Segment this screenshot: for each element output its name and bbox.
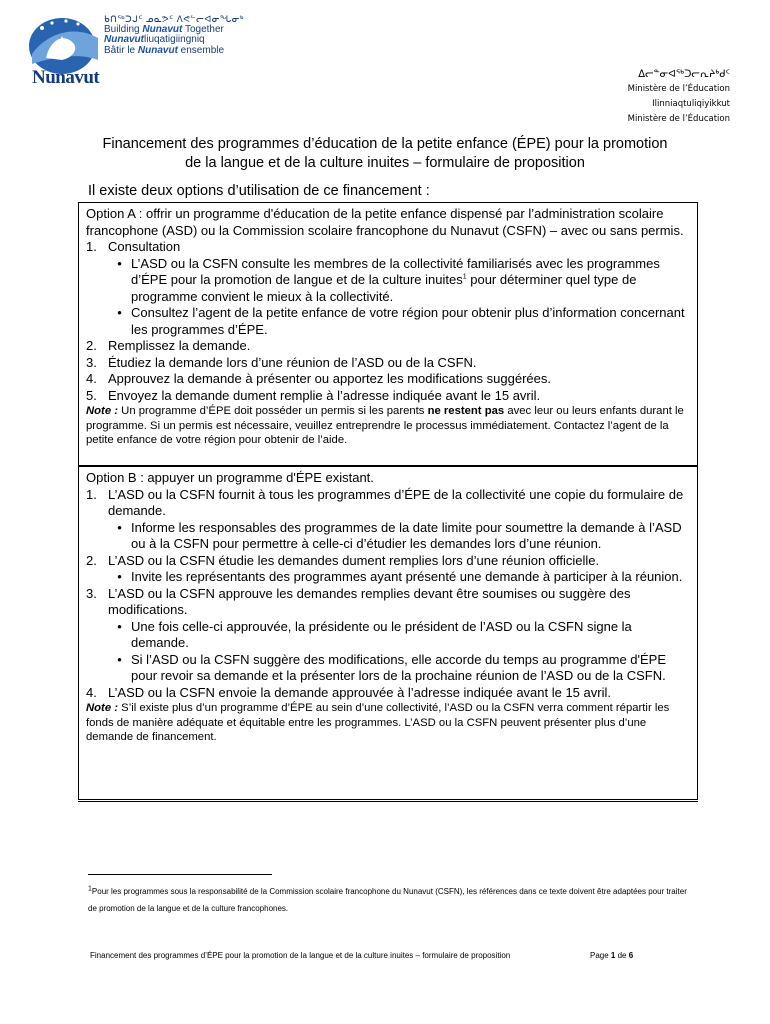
option-b-content [86,470,690,745]
document-title-line-1: Financement des programmes d’éducation de la petite enfance (ÉPE) pour la promotion [102,136,668,152]
step-number: 4. [86,371,97,386]
bullet-text: Une fois celle-ci approuvée, la présidente ou le président de l’ASD ou la CSFN signe la demande. [131,618,632,650]
bullet-icon: • [117,618,122,634]
option-b-heading: Option B : appuyer un programme d'ÉPE existant. [86,470,374,485]
bullet-icon: • [117,569,122,584]
step-text: L’ASD ou la CSFN fournit à tous les programmes d’ÉPE de la collectivité une copie du formulaire de demande. [108,486,684,518]
bullet-icon: • [117,255,122,271]
step-number: 2. [86,338,97,353]
option-a-step-4 [86,371,690,388]
bullet-text: Consultez l’agent de la petite enfance de votre région pour obtenir plus d’information concernant les programmes d’ÉPE. [131,305,685,337]
logo-line-french-pre: Bâtir le [104,44,138,56]
intro-text: Il existe deux options d’utilisation de ce financement : [88,183,430,199]
note-text-post: avec leur ou leurs enfants durant le programme. Si un permis est nécessaire, veuillez entreprendre le processus immédiatement. Contactez l’agent de la petite enfance de votre région pour obtenir de l’aide. [86,405,684,446]
note-label: Note : [86,405,119,417]
footnote-text: Pour les programmes sous la responsabilité de la Commission scolaire francophone du Nunavut (CSFN), les références dans ce texte doivent être adaptées pour traiter de promotion de la langue et de la culture francophones. [88,887,687,913]
option-a-bullet-2 [86,305,690,338]
page-footer [90,951,690,960]
bullet-text: Invite les représentants des programmes ayant présenté une demande à participer à la réunion. [131,569,683,584]
step-text: Consultation [108,239,181,254]
step-text: L’ASD ou la CSFN étudie les demandes dument remplies lors d’une réunion officielle. [108,552,600,568]
page-current: 1 [610,951,616,960]
option-a-heading: Option A : offrir un programme d'éducation de la petite enfance dispensé par l’administration scolaire francophone (ASD) ou la Commission scolaire francophone du Nunavut (CSFN) – avec ou sans permis. [86,206,684,238]
option-b-note [86,701,690,745]
option-a-bullet-1 [86,256,690,306]
document-title [70,135,700,173]
page-number [590,951,633,960]
option-a-step-3 [86,355,690,372]
step-number: 3. [86,585,97,601]
logo-line-inuinnaqtun-brand: Nunavut [104,34,144,45]
ministry-line-2: Ilinniaqtuliqiyikkut [652,99,730,109]
logo-line-french-brand: Nunavut [137,44,178,56]
step-text: Approuvez la demande à présenter ou apportez les modifications suggérées. [108,371,551,386]
option-a-step-5 [86,388,690,405]
logo-line-english-brand: Nunavut [142,23,183,35]
option-a-step-2 [86,338,690,355]
bullet-icon: • [117,305,122,320]
option-b-bullet-2 [86,569,690,586]
note-label: Note : [86,702,119,714]
option-b-step-2 [86,553,690,570]
logo-line-english-pre: Building [104,23,143,35]
page-total: 6 [628,951,634,960]
footnote-mark: 1 [88,885,92,893]
logo-syllabics: ᑲᑎᖅᑐᒍᑦ ᓄᓇᕗᑦ ᐱᕙᓪᓕᐊᓂᖓᓂᒃ [104,14,245,24]
logo-line-french-post: ensemble [177,44,225,56]
footer-text: Financement des programmes d’ÉPE pour la promotion de la langue et de la culture inuites – formulaire de proposition [90,951,511,960]
note-text: S’il existe plus d’un programme d’ÉPE au sein d’une collectivité, l’ASD ou la CSFN verra comment répartir les fonds de manière adéquate et équitable entre les programmes. L’ASD ou la CSFN peuvent présenter plus d’une demande de financement. [86,702,670,743]
ministry-syllabics: ᐃᓕᓐᓂᐊᖅᑐᓕᕆᔨᒃᑯᑦ [638,69,730,80]
note-text-pre: Un programme d’ÉPE doit posséder un permis si les parents [118,405,428,417]
document-title-line-2: de la langue et de la culture inuites – formulaire de proposition [185,155,585,171]
step-number: 2. [86,552,97,568]
logo-line-english-post: Together [182,23,224,35]
ministry-line-3: Ministère de l’Éducation [627,114,730,124]
footnote-divider [88,874,272,875]
step-text: Étudiez la demande lors d’une réunion de l’ASD ou de la CSFN. [108,354,477,370]
step-number: 1. [86,486,97,502]
note-text-strong: ne restent pas [427,405,505,417]
page-label: Page [590,951,611,960]
step-text: L’ASD ou la CSFN envoie la demande approuvée à l’adresse indiquée avant le 15 avril. [108,684,611,700]
nunavut-logo [28,14,268,88]
step-number: 3. [86,354,97,370]
bullet-text [131,256,690,306]
step-number: 1. [86,239,97,254]
option-b-bullet-3 [86,619,690,652]
option-b-step-1 [86,487,690,520]
bullet-text-pre: L’ASD ou la CSFN consulte les membres de la collectivité familiarisés avec les programmes d’ÉPE pour la promotion de langue et de la culture inuites [131,255,660,287]
step-number: 5. [86,387,97,403]
bullet-icon: • [117,651,122,667]
logo-line-inuinnaqtun-post: liuqatigiingniq [144,34,205,45]
ministry-line-1: Ministère de l’Éducation [627,84,730,94]
option-b-step-4 [86,685,690,702]
step-text: L’ASD ou la CSFN approuve les demandes remplies devant être soumises ou suggère des modifications. [108,585,631,617]
bullet-text: Si l’ASD ou la CSFN suggère des modifications, elle accorde du temps au programme d'ÉPE pour revoir sa demande et la présenter lors de la prochaine réunion de l’ASD ou de la CSFN. [131,651,667,683]
step-text: Remplissez la demande. [108,338,251,353]
page-of: de [615,951,629,960]
bullet-text: Informe les responsables des programmes de la date limite pour soumettre la demande à l’ASD ou à la CSFN pour permettre à celle-ci d’étudier les demandes lors d’une réunion. [131,519,682,551]
option-b-bullet-1 [86,520,690,553]
logo-line-french [104,46,244,57]
step-number: 4. [86,684,97,700]
option-a-note [86,404,690,448]
ministry-block [628,67,730,127]
option-a-content [86,206,690,448]
bullet-icon: • [117,519,122,535]
logo-wordmark: Nunavut [32,67,100,88]
footnote-reference: 1 [462,273,467,281]
option-b-bullet-4 [86,652,690,685]
option-b-step-3 [86,586,690,619]
logo-text [104,14,244,56]
step-text: Envoyez la demande dument remplie à l’adresse indiquée avant le 15 avril. [108,387,541,403]
bullet-text-post: pour déterminer quel type de programme convient le mieux à la collectivité. [131,272,637,304]
footnote [88,883,688,917]
option-a-step-1 [86,239,690,256]
